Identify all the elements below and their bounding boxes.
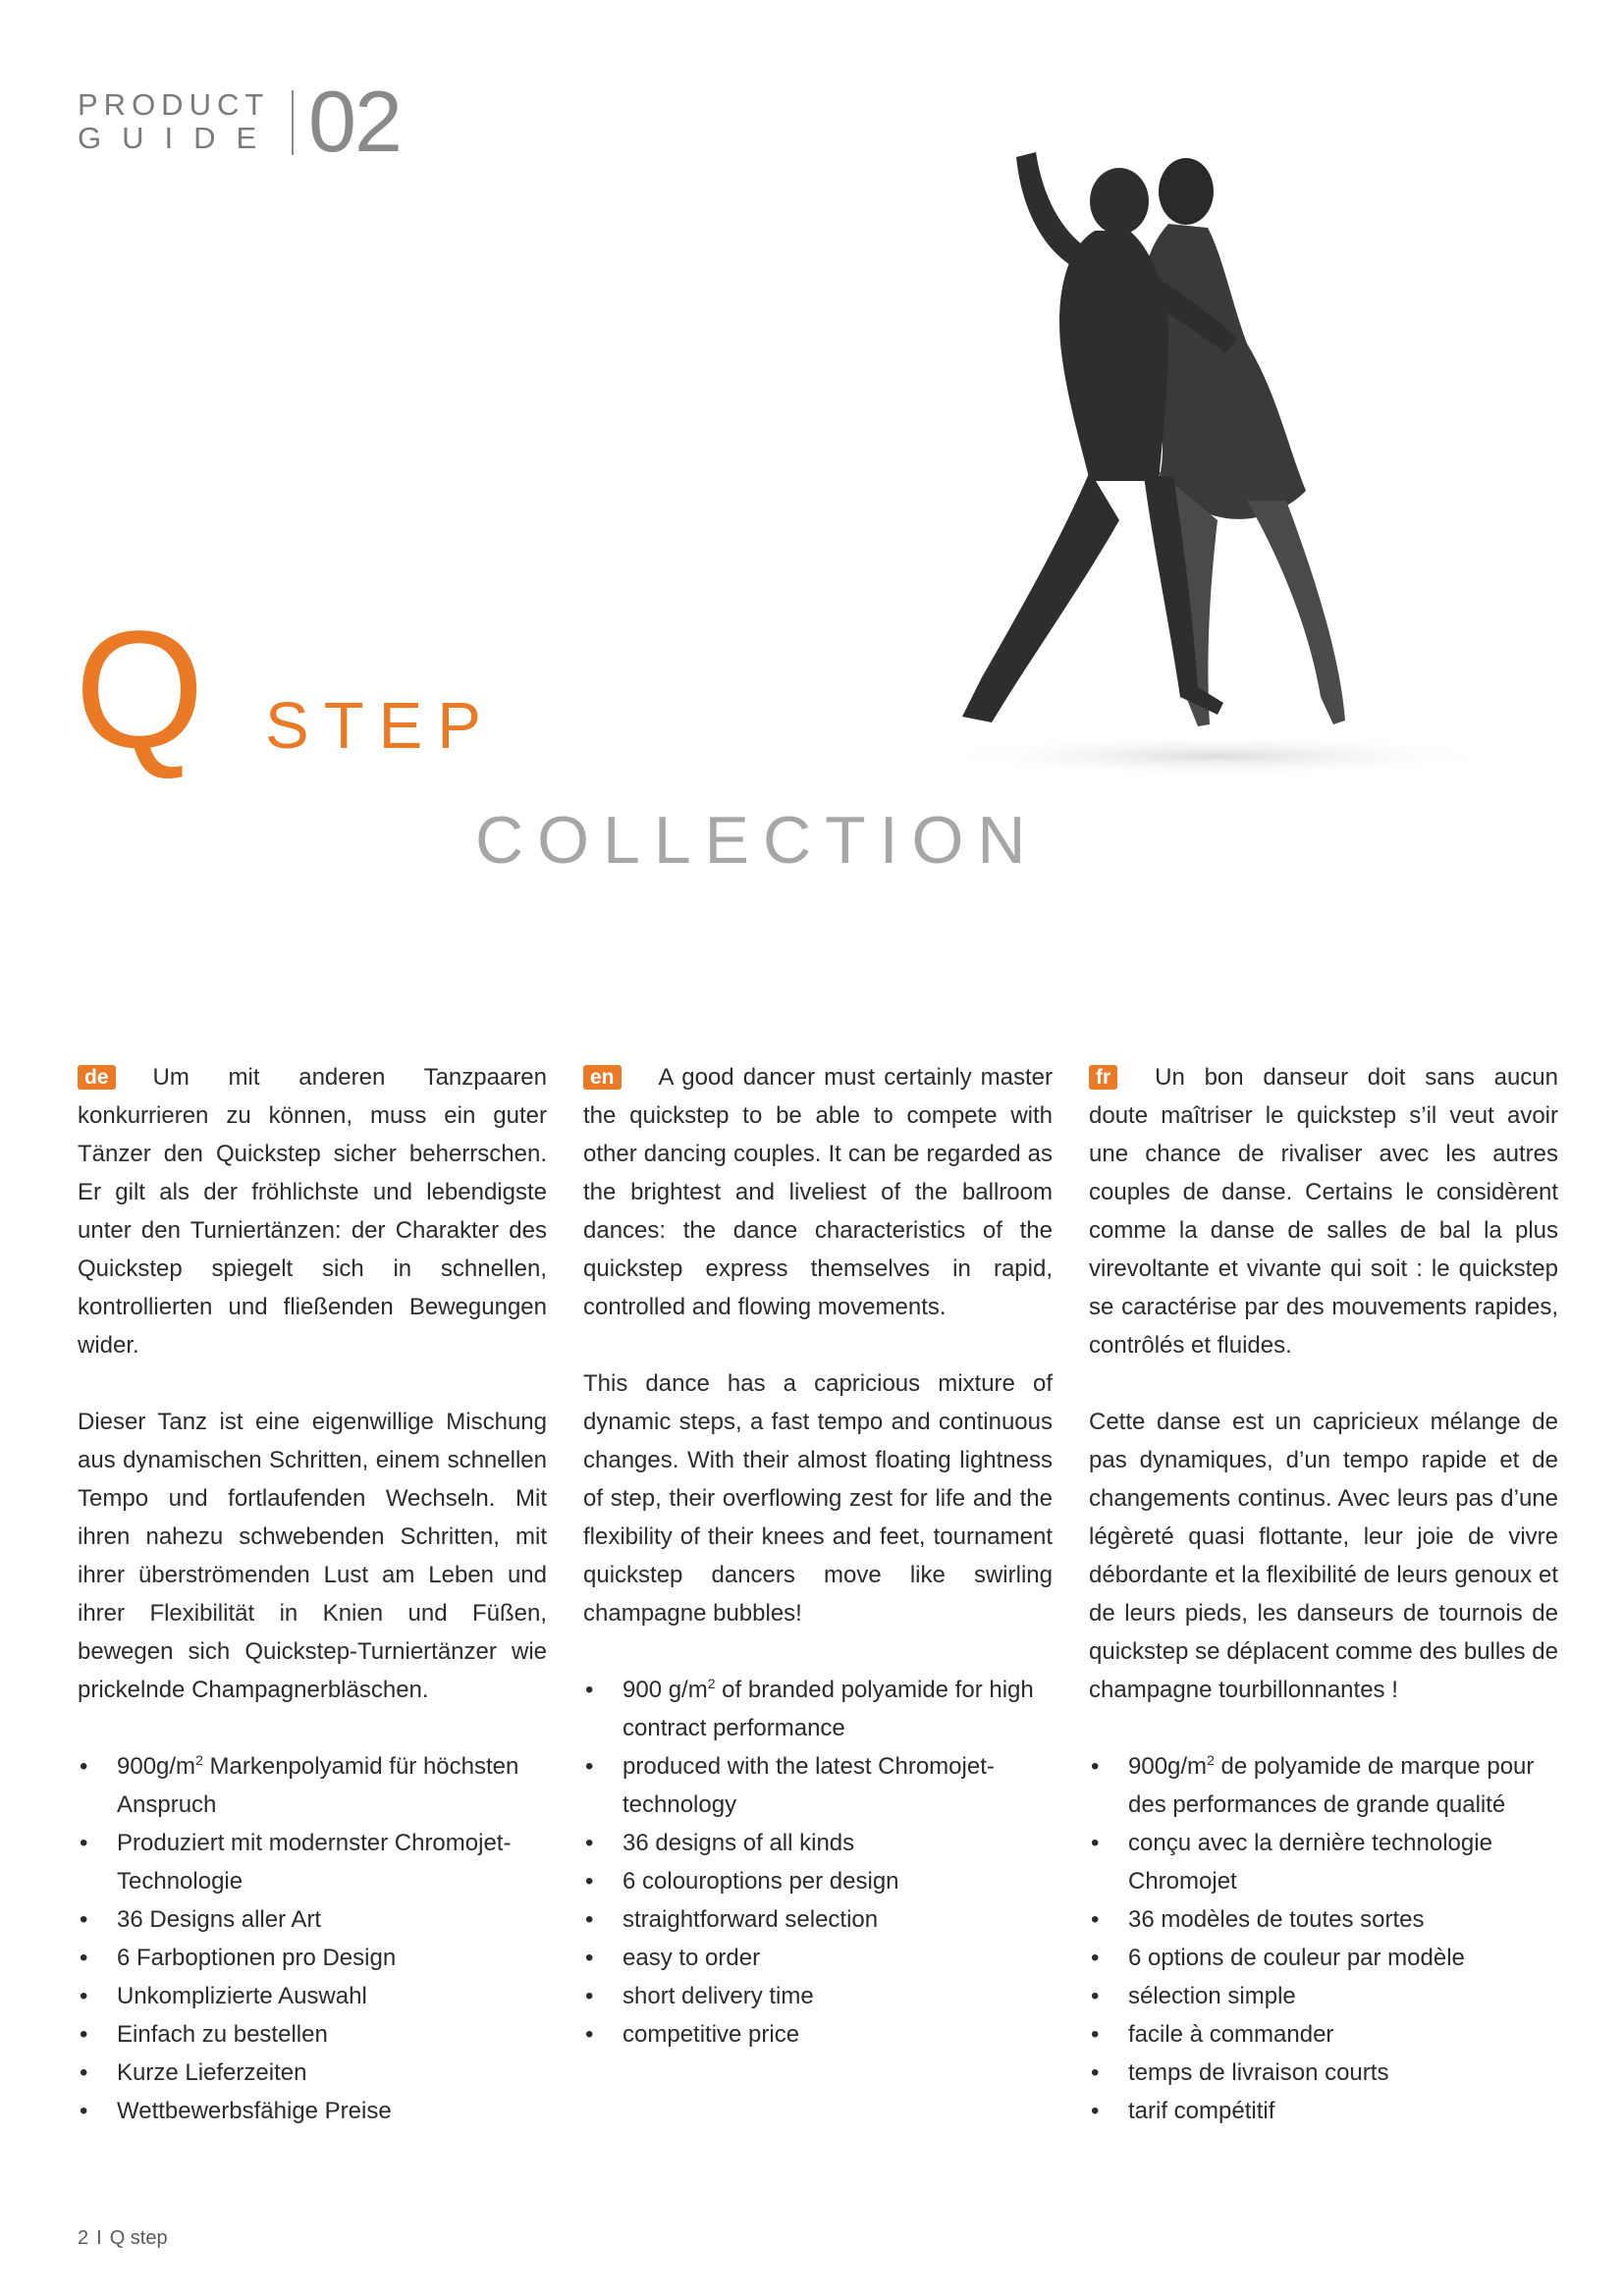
superscript: 2 xyxy=(195,1752,203,1768)
list-item: • sélection simple xyxy=(1089,1977,1558,2015)
paragraph-2: Cette danse est un capricieux mélange de pas dynamiques, d’un tempo rapide et de changements continus. Avec leurs pas d’une légèreté quasi flottante, leur joie de vivre débordante et la flexibilité de leurs genoux et de leurs pieds, les danseurs de tournois de quickstep se déplacent comme des bulles de champagne tourbillonnantes ! xyxy=(1089,1409,1558,1703)
list-item: • Wettbewerbsfähige Preise xyxy=(78,2092,547,2130)
list-item xyxy=(78,1747,547,1824)
paragraph-2: Dieser Tanz ist eine eigenwillige Mischung aus dynamischen Schritten, einem schnellen Tempo und fortlaufenden Wechseln. Mit ihren nahezu schwebenden Schritten, mit ihrer überströmenden Lust am Leben und ihrer Flexibilität in Knien und Füßen, bewegen sich Quickstep-Turniertänzer wie prickelnde Champagnerbläschen. xyxy=(78,1409,547,1703)
header-number: 02 xyxy=(308,73,401,170)
column-de xyxy=(78,1058,547,2130)
list-item: • 6 Farboptionen pro Design xyxy=(78,1939,547,1977)
paragraph-1 xyxy=(583,1058,1053,1326)
header-word-guide: GUIDE xyxy=(78,121,278,155)
list-item: • 36 Designs aller Art xyxy=(78,1900,547,1939)
floor-shadow xyxy=(933,734,1502,777)
list-item: • 36 modèles de toutes sortes xyxy=(1089,1900,1558,1939)
list-item: • 6 colouroptions per design xyxy=(583,1862,1053,1900)
list-item: • produced with the latest Chromojet-technology xyxy=(583,1747,1053,1824)
paragraph-1 xyxy=(1089,1058,1558,1364)
paragraph-1-text: Um mit anderen Tanzpaaren konkurrieren zu können, muss ein guter Tänzer den Quickstep sicher beherrschen. Er gilt als der fröhlichste und lebendigste unter den Turniertänzen: der Charakter des Quickstep spiegelt sich in schnellen, kontrollierten und fließenden Bewegungen wider. xyxy=(78,1064,547,1359)
list-item: • Unkomplizierte Auswahl xyxy=(78,1977,547,2015)
list-item: • conçu avec la dernière technologie Chromojet xyxy=(1089,1824,1558,1900)
list-item: • competitive price xyxy=(583,2015,1053,2054)
list-item-text: 900 g/m xyxy=(623,1677,708,1703)
list-item-text: Markenpolyamid für höchsten Anspruch xyxy=(117,1753,519,1818)
list-item: • Produziert mit modernster Chromojet-Technologie xyxy=(78,1824,547,1900)
title-step: STEP xyxy=(265,689,496,763)
footer-title: Q step xyxy=(109,2227,168,2249)
list-item-text: of branded polyamide for high contract performance xyxy=(623,1677,1034,1741)
feature-list xyxy=(583,1671,1053,2054)
feature-list xyxy=(1089,1747,1558,2130)
paragraph-1-text: A good dancer must certainly master the quickstep to be able to compete with other dancing couples. It can be regarded as the brightest and liveliest of the ballroom dances: the dance characteristics of the quickstep express themselves in rapid, controlled and flowing movements. xyxy=(583,1064,1053,1320)
list-item xyxy=(1089,1747,1558,1824)
list-item-text: 900g/m xyxy=(117,1753,196,1780)
column-fr xyxy=(1089,1058,1558,2130)
superscript: 2 xyxy=(1207,1752,1215,1768)
list-item: • Kurze Lieferzeiten xyxy=(78,2054,547,2092)
dancers-image xyxy=(923,147,1512,785)
language-badge-fr: fr xyxy=(1089,1065,1117,1090)
list-item: • tarif compétitif xyxy=(1089,2092,1558,2130)
list-item: • easy to order xyxy=(583,1939,1053,1977)
header-word-product: PRODUCT xyxy=(78,87,270,122)
language-badge-en: en xyxy=(583,1065,622,1090)
list-item-text: de polyamide de marque pour des performances de grande qualité xyxy=(1128,1753,1535,1818)
feature-list xyxy=(78,1747,547,2130)
list-item: • short delivery time xyxy=(583,1977,1053,2015)
list-item-text: 900g/m xyxy=(1128,1753,1208,1780)
list-item: • 36 designs of all kinds xyxy=(583,1824,1053,1862)
title-letter-q: Q xyxy=(75,597,205,783)
page-footer xyxy=(78,2227,168,2250)
paragraph-2: This dance has a capricious mixture of dynamic steps, a fast tempo and continuous changes. With their almost floating lightness of step, their overflowing zest for life and the flexibility of their knees and feet, tournament quickstep dancers move like swirling champagne bubbles! xyxy=(583,1370,1053,1627)
list-item xyxy=(583,1671,1053,1747)
paragraph-1 xyxy=(78,1058,547,1364)
list-item: • Einfach zu bestellen xyxy=(78,2015,547,2054)
list-item: • facile à commander xyxy=(1089,2015,1558,2054)
footer-separator: I xyxy=(96,2227,102,2249)
list-item: • temps de livraison courts xyxy=(1089,2054,1558,2092)
superscript: 2 xyxy=(707,1676,716,1691)
language-badge-de: de xyxy=(78,1065,116,1090)
list-item: • 6 options de couleur par modèle xyxy=(1089,1939,1558,1977)
paragraph-1-text: Un bon danseur doit sans aucun doute maîtriser le quickstep s’il veut avoir une chance de rivaliser avec les autres couples de danse. Certains le considèrent comme la danse de salles de bal la plus virevoltante et vivante qui soit : le quickstep se caractérise par des mouvements rapides, contrôlés et fluides. xyxy=(1089,1064,1558,1359)
page-number: 2 xyxy=(78,2227,89,2249)
list-item: • straightforward selection xyxy=(583,1900,1053,1939)
title-collection: COLLECTION xyxy=(475,803,1040,878)
column-en xyxy=(583,1058,1053,2054)
header-divider xyxy=(292,90,294,155)
